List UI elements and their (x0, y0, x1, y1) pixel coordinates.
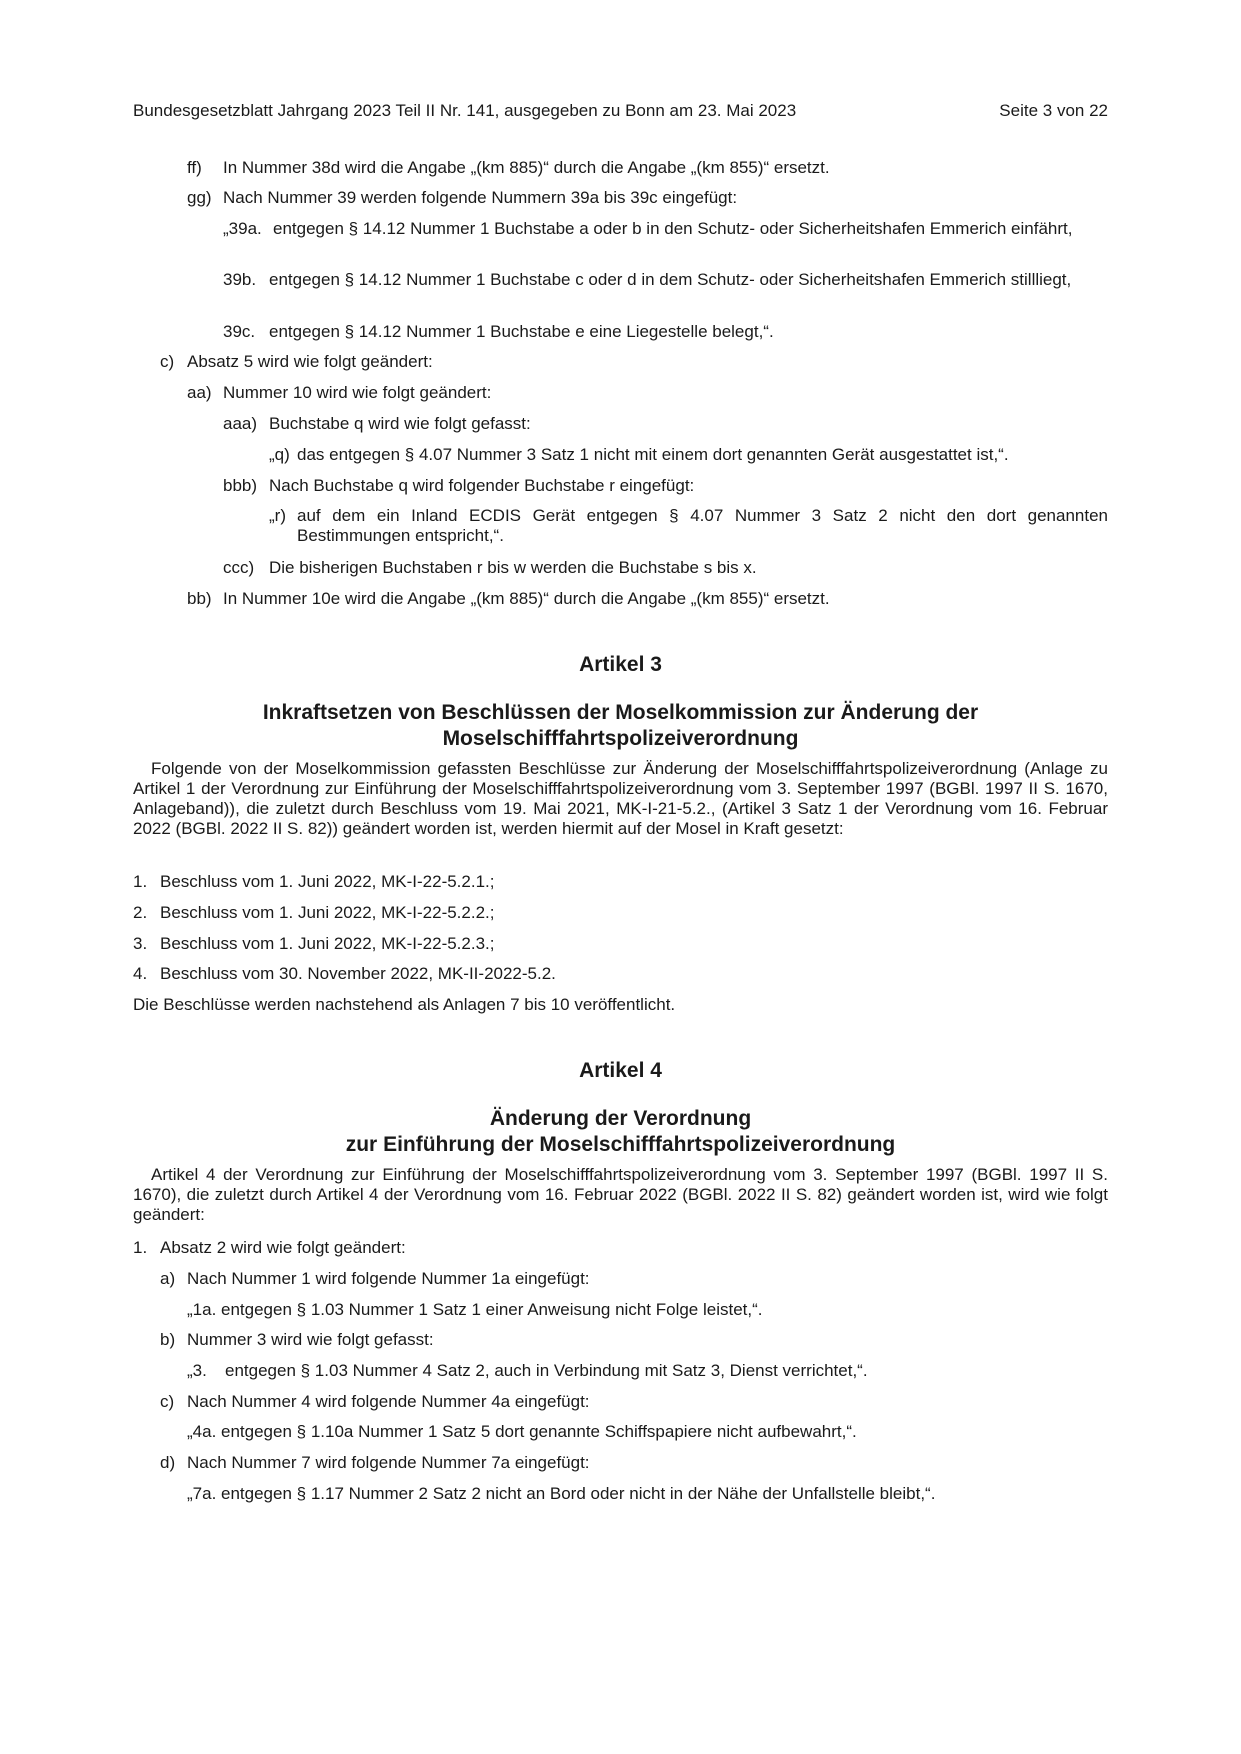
item-label: ff) (187, 158, 202, 177)
publication-info: Bundesgesetzblatt Jahrgang 2023 Teil II Nr. 141, ausgegeben zu Bonn am 23. Mai 2023 (133, 101, 797, 120)
item-label: a) (160, 1269, 176, 1288)
article-title: Inkraftsetzen von Beschlüssen der Moselkommission zur Änderung der Moselschifffahrtspolizeiverordnung (262, 701, 979, 750)
item-text: Nach Nummer 4 wird folgende Nummer 4a eingefügt: (187, 1392, 590, 1411)
item-text: Nach Nummer 39 werden folgende Nummern 39a bis 39c eingefügt: (223, 188, 738, 207)
quoted-text: „7a. entgegen § 1.17 Nummer 2 Satz 2 nicht an Bord oder nicht in der Nähe der Unfallstelle bleibt,“. (187, 1484, 936, 1503)
quoted-text: „4a. entgegen § 1.10a Nummer 1 Satz 5 dort genannte Schiffspapiere nicht aufbewahrt,“. (187, 1422, 857, 1441)
quoted-text: entgegen § 1.03 Nummer 4 Satz 2, auch in Verbindung mit Satz 3, Dienst verrichtet,“. (225, 1361, 868, 1380)
article-title-line-1: Änderung der Verordnung (489, 1107, 752, 1130)
item-text: Nach Buchstabe q wird folgender Buchstabe r eingefügt: (269, 476, 695, 495)
item-label: bbb) (223, 476, 258, 495)
item-label: d) (160, 1453, 176, 1472)
article-intro: Folgende von der Moselkommission gefassten Beschlüsse zur Änderung der Moselschifffahrtspolizeiverordnung (Anlage zu Artikel 1 der Verordnung zur Einführung der Moselschifffahrtspolizeiverordnung vom 3. September 1997 (BGBl. 1997 II S. 1670, Anlageband)), die zuletzt durch Beschluss vom 19. Mai 2021, MK-I-21-5.2., (Artikel 3 Satz 1 der Verordnung vom 16. Februar 2022 (BGBl. 2022 II S. 82)) geändert worden ist, werden hiermit auf der Mosel in Kraft gesetzt: (133, 759, 1108, 838)
list-item-label: 1. (133, 872, 148, 891)
article-closing: Die Beschlüsse werden nachstehend als Anlagen 7 bis 10 veröffentlicht. (133, 995, 676, 1014)
item-text: entgegen § 14.12 Nummer 1 Buchstabe a oder b in den Schutz- oder Sicherheitshafen Emmerich einfährt, (273, 219, 1073, 238)
item-text: Buchstabe q wird wie folgt gefasst: (269, 414, 531, 433)
article-title-line-2: zur Einführung der Moselschifffahrtspolizeiverordnung (345, 1133, 896, 1156)
item-text: Nach Nummer 1 wird folgende Nummer 1a eingefügt: (187, 1269, 590, 1288)
list-item-text: Beschluss vom 30. November 2022, MK-II-2022-5.2. (160, 964, 556, 983)
item-label: 39c. (223, 322, 256, 341)
item-label: 1. (133, 1238, 148, 1257)
article-heading: Artikel 3 (579, 653, 662, 676)
list-item-text: Beschluss vom 1. Juni 2022, MK-I-22-5.2.2.; (160, 903, 495, 922)
quoted-text: „1a. entgegen § 1.03 Nummer 1 Satz 1 einer Anweisung nicht Folge leistet,“. (187, 1300, 763, 1319)
item-label: c) (160, 352, 175, 371)
item-text: das entgegen § 4.07 Nummer 3 Satz 1 nicht mit einem dort genannten Gerät ausgestattet ist,“. (297, 445, 1009, 464)
article-intro: Artikel 4 der Verordnung zur Einführung der Moselschifffahrtspolizeiverordnung vom 3. September 1997 (BGBl. 1997 II S. 1670), die zuletzt durch Artikel 4 der Verordnung vom 16. Februar 2022 (BGBl. 2022 II S. 82) geändert worden ist, wird wie folgt geändert: (133, 1165, 1108, 1224)
item-text: Nach Nummer 7 wird folgende Nummer 7a eingefügt: (187, 1453, 590, 1472)
item-label: „q) (269, 445, 290, 464)
article-heading: Artikel 4 (579, 1059, 662, 1082)
item-text: Nummer 10 wird wie folgt geändert: (223, 383, 492, 402)
list-item-label: 4. (133, 964, 148, 983)
item-text: auf dem ein Inland ECDIS Gerät entgegen § 4.07 Nummer 3 Satz 2 nicht den dort genannten Bestimmungen entspricht,“. (297, 506, 1108, 545)
item-text: Die bisherigen Buchstaben r bis w werden die Buchstabe s bis x. (269, 558, 757, 577)
item-label: „r) (269, 506, 286, 525)
list-item-label: 2. (133, 903, 148, 922)
item-text: In Nummer 10e wird die Angabe „(km 885)“ durch die Angabe „(km 855)“ ersetzt. (223, 589, 830, 608)
list-item-text: Beschluss vom 1. Juni 2022, MK-I-22-5.2.1.; (160, 872, 495, 891)
item-label: „39a. (223, 219, 262, 238)
item-text: Nummer 3 wird wie folgt gefasst: (187, 1330, 434, 1349)
quoted-label: „3. (187, 1361, 207, 1380)
list-item-text: Beschluss vom 1. Juni 2022, MK-I-22-5.2.3.; (160, 934, 495, 953)
page-header (133, 101, 1108, 121)
item-text: entgegen § 14.12 Nummer 1 Buchstabe c oder d in dem Schutz- oder Sicherheitshafen Emmerich stillliegt, (269, 270, 1072, 289)
page-number: Seite 3 von 22 (999, 101, 1108, 120)
item-text: Absatz 5 wird wie folgt geändert: (187, 352, 433, 371)
item-label: aaa) (223, 414, 258, 433)
item-label: aa) (187, 383, 212, 402)
item-label: gg) (187, 188, 212, 207)
item-label: b) (160, 1330, 176, 1349)
item-text: Absatz 2 wird wie folgt geändert: (160, 1238, 406, 1257)
item-label: ccc) (223, 558, 255, 577)
item-label: c) (160, 1392, 175, 1411)
item-label: bb) (187, 589, 212, 608)
item-label: 39b. (223, 270, 257, 289)
item-text: entgegen § 14.12 Nummer 1 Buchstabe e eine Liegestelle belegt,“. (269, 322, 774, 341)
list-item-label: 3. (133, 934, 148, 953)
item-text: In Nummer 38d wird die Angabe „(km 885)“ durch die Angabe „(km 855)“ ersetzt. (223, 158, 830, 177)
